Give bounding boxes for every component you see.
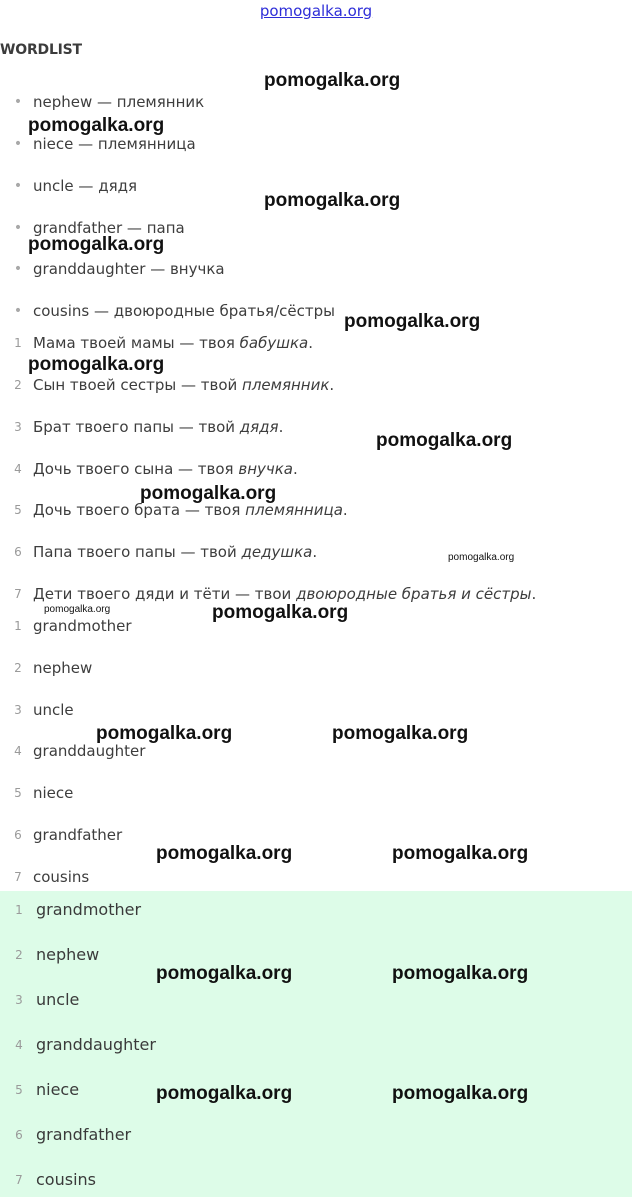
wordlist-item [0, 258, 560, 280]
wordlist-item-text: uncle — дядя [33, 177, 137, 195]
answer-text: grandmother [36, 900, 142, 919]
answer-text: niece [36, 1080, 80, 1099]
highlighted-answer-item [0, 1033, 600, 1057]
bullet-icon: • [13, 178, 23, 194]
watermark: pomogalka.org [264, 190, 401, 211]
watermark: pomogalka.org [28, 234, 165, 255]
watermark: pomogalka.org [156, 1083, 293, 1104]
sentence-item [0, 332, 560, 354]
answer-text: grandfather [33, 826, 123, 844]
answer-item [0, 740, 560, 762]
sentence-text: Дети твоего дяди и тёти — твои двоюродные братья и сёстры. [33, 585, 537, 603]
watermark: pomogalka.org [156, 843, 293, 864]
answer-item [0, 866, 560, 888]
answer-item [0, 782, 560, 804]
highlighted-answer-item [0, 988, 600, 1012]
answer-text: cousins [33, 868, 90, 886]
wordlist-item-text: granddaughter — внучка [33, 260, 225, 278]
watermark: pomogalka.org [28, 115, 165, 136]
item-number: 4 [15, 1038, 23, 1052]
item-number: 2 [14, 378, 22, 392]
watermark: pomogalka.org [96, 723, 233, 744]
answer-item [0, 699, 560, 721]
item-number: 6 [14, 545, 22, 559]
item-number: 3 [14, 703, 22, 717]
item-number: 2 [14, 661, 22, 675]
watermark: pomogalka.org [344, 311, 481, 332]
highlighted-answer-item [0, 1168, 600, 1192]
item-number: 7 [14, 587, 22, 601]
watermark: pomogalka.org [156, 963, 293, 984]
item-number: 6 [14, 828, 22, 842]
answer-text: nephew [36, 945, 100, 964]
watermark: pomogalka.org [264, 70, 401, 91]
item-number: 4 [14, 744, 22, 758]
answer-text: uncle [36, 990, 80, 1009]
watermark: pomogalka.org [392, 1083, 529, 1104]
answer-text: grandmother [33, 617, 132, 635]
watermark: pomogalka.org [392, 963, 529, 984]
wordlist-heading: WORDLIST [0, 42, 82, 58]
item-number: 5 [14, 786, 22, 800]
answer-text: cousins [36, 1170, 96, 1189]
wordlist-item-text: grandfather — папа [33, 219, 185, 237]
bullet-icon: • [13, 136, 23, 152]
bullet-icon: • [13, 94, 23, 110]
wordlist-item [0, 91, 560, 113]
answer-text: niece [33, 784, 74, 802]
site-link[interactable]: pomogalka.org [259, 2, 373, 20]
item-number: 5 [15, 1083, 23, 1097]
item-number: 5 [14, 503, 22, 517]
item-number: 3 [15, 993, 23, 1007]
item-number: 1 [15, 903, 23, 917]
sentence-item [0, 374, 560, 396]
wordlist-item-text: cousins — двоюродные братья/сёстры [33, 302, 335, 320]
item-number: 7 [15, 1173, 23, 1187]
item-number: 6 [15, 1128, 23, 1142]
highlighted-answer-item [0, 898, 600, 922]
answer-text: granddaughter [33, 742, 146, 760]
item-number: 1 [14, 619, 22, 633]
watermark: pomogalka.org [376, 430, 513, 451]
watermark: pomogalka.org [28, 354, 165, 375]
item-number: 3 [14, 420, 22, 434]
sentence-text: Дочь твоего сына — твоя внучка. [33, 460, 298, 478]
item-number: 2 [15, 948, 23, 962]
answer-text: nephew [33, 659, 93, 677]
sentence-text: Папа твоего папы — твой дедушка. [33, 543, 318, 561]
watermark: pomogalka.org [44, 604, 111, 615]
wordlist-item-text: niece — племянница [33, 135, 196, 153]
item-number: 4 [14, 462, 22, 476]
bullet-icon: • [13, 261, 23, 277]
bullet-icon: • [13, 303, 23, 319]
sentence-text: Брат твоего папы — твой дядя. [33, 418, 284, 436]
answer-text: uncle [33, 701, 74, 719]
item-number: 1 [14, 336, 22, 350]
sentence-text: Мама твоей мамы — твоя бабушка. [33, 334, 314, 352]
answer-item [0, 657, 560, 679]
answer-text: granddaughter [36, 1035, 156, 1054]
answer-text: grandfather [36, 1125, 132, 1144]
sentence-text: Дочь твоего брата — твоя племянница. [33, 501, 348, 519]
sentence-item [0, 499, 560, 521]
bullet-icon: • [13, 220, 23, 236]
highlighted-answer-item [0, 1123, 600, 1147]
highlighted-answers-panel [0, 891, 632, 1197]
watermark: pomogalka.org [212, 602, 349, 623]
watermark: pomogalka.org [448, 552, 515, 563]
sentence-item [0, 458, 560, 480]
watermark: pomogalka.org [140, 483, 277, 504]
watermark: pomogalka.org [332, 723, 469, 744]
sentence-text: Сын твоей сестры — твой племянник. [33, 376, 335, 394]
wordlist-item-text: nephew — племянник [33, 93, 205, 111]
watermark: pomogalka.org [392, 843, 529, 864]
item-number: 7 [14, 870, 22, 884]
